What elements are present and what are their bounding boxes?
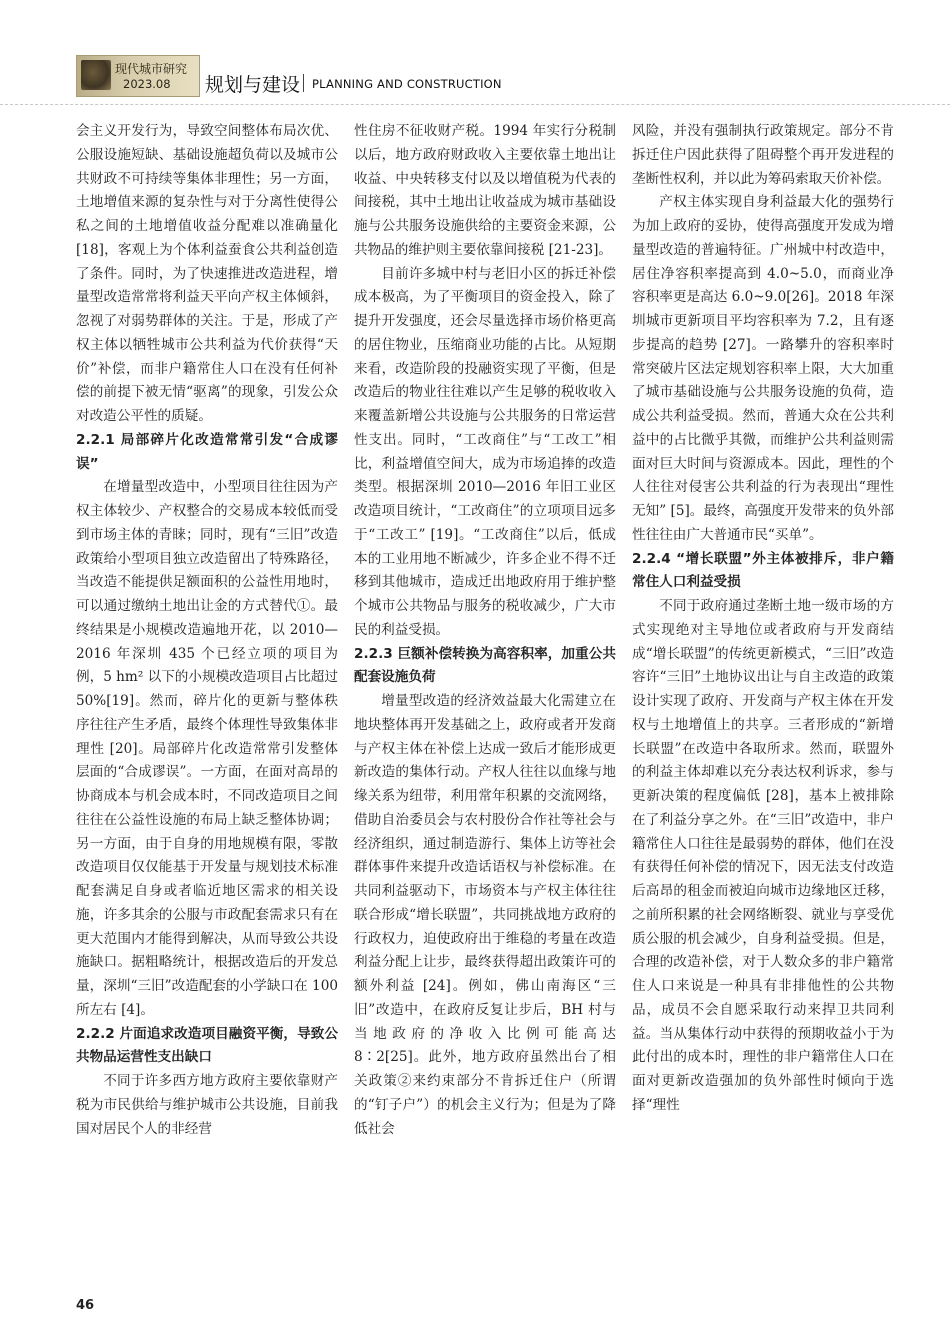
journal-name: 现代城市研究	[115, 62, 188, 76]
header-rule	[0, 104, 950, 105]
text-column-3	[632, 120, 894, 1118]
journal-emblem-icon	[81, 60, 111, 90]
body-paragraph: 产权主体实现自身利益最大化的强势行为加上政府的妥协，使得高强度开发成为增量型改造的普遍特征。广州城中村改造中，居住净容积率提高到 4.0~5.0，而商业净容积率更是高达 6.0~9.0[26]。2018 年深圳城市更新项目平均容积率为 7.2，且有逐步提高的趋势 [27]。一路攀升的容积率时常突破片区法定规划容积率上限，大大加重了城市基础设施与公共服务设施的负荷，造成公共利益受损。然而，普通大众在公共利益中的占比微乎其微，而维护公共利益则需面对巨大时间与资源成本。因此，理性的个人往往对侵害公共利益的行为表现出“理性无知” [5]。最终，高强度开发带来的负外部性往往由广大普通市民“买单”。	[632, 194, 894, 543]
text-column-1	[76, 120, 338, 1141]
journal-badge	[76, 55, 200, 97]
body-paragraph: 目前许多城中村与老旧小区的拆迁补偿成本极高，为了平衡项目的资金投入，除了提升开发强度，还会尽量选择市场价格更高的居住物业，压缩商业功能的占比。从短期来看，改造阶段的投融资实现了平衡，但是改造后的物业往往难以产生足够的税收收入来覆盖新增公共设施与公共服务的日常运营性支出。同时，“工改商住”与“工改工”相比，利益增值空间大，成为市场追捧的改造类型。根据深圳 2010—2016 年旧工业区改造项目统计，“工改商住”的立项项目远多于“工改工” [19]。“工改商住”以后，低成本的工业用地不断减少，许多企业不得不迁移到其他城市，造成迁出地政府用于维护整个城市公共物品与服务的税收减少，广大市民的利益受损。	[354, 265, 616, 638]
body-paragraph: 不同于政府通过垄断土地一级市场的方式实现绝对主导地位或者政府与开发商结成“增长联盟”的传统更新模式，“三旧”改造容许“三旧”土地协议出让与自主改造的政策设计实现了政府、开发商与产权主体在开发权与土地增值上的共享。三者形成的“新增长联盟”在改造中各取所求。然而，联盟外的利益主体却难以充分表达权利诉求，参与更新决策的程度偏低 [28]，基本上被排除在了利益分享之外。在“三旧”改造中，非户籍常住人口往往是最弱势的群体，他们在没有获得任何补偿的情况下，因无法支付改造后高昂的租金而被迫向城市边缘地区迁移，之前所积累的社会网络断裂、就业与享受优质公服的机会减少，自身利益受损。但是，合理的改造补偿，对于人数众多的非户籍常住人口来说是一种具有非排他性的公共物品，成员不会自愿采取行动来捍卫共同利益。当从集体行动中获得的预期收益小于为此付出的成本时，理性的非户籍常住人口在面对更新改造强加的负外部性时倾向于选择“理性	[632, 598, 894, 1113]
body-paragraph: 增量型改造的经济效益最大化需建立在地块整体再开发基础之上，政府或者开发商与产权主体在补偿上达成一致后才能形成更新改造的集体行动。产权人往往以血缘与地缘关系为纽带，利用常年积累的交流网络，借助自治委员会与农村股份合作社等社会与经济组织，通过制造游行、集体上访等社会群体事件来提升改造话语权与补偿标准。在共同利益驱动下，市场资本与产权主体往往联合形成“增长联盟”，共同挑战地方政府的行政权力，迫使政府出于维稳的考量在改造利益分配上让步，最终获得超出政策许可的额外利益 [24]。例如，佛山南海区“三旧”改造中，在政府反复让步后，BH 村与当地政府的净收入比例可能高达 8∶2[25]。此外，地方政府虽然出台了相关政策②来约束部分不肯拆迁住户（所谓的“钉子户”）的机会主义行为；但是为了降低社会	[354, 693, 616, 1137]
section-heading: 2.2.2 片面追求改造项目融资平衡，导致公共物品运营性支出缺口	[76, 1025, 338, 1066]
page-header	[0, 0, 950, 104]
section-heading: 2.2.1 局部碎片化改造常常引发“合成谬误”	[76, 431, 338, 472]
section-title-en: PLANNING AND CONSTRUCTION	[312, 77, 502, 91]
body-paragraph: 会主义开发行为，导致空间整体布局次优、公服设施短缺、基础设施超负荷以及城市公共财政不可持续等集体非理性；另一方面，土地增值来源的复杂性与对于分离性使得公私之间的土地增值收益分配难以准确量化 [18]，客观上为个体利益蚕食公共利益创造了条件。同时，为了快速推进改造进程，增量型改造常常将利益天平向产权主体倾斜，忽视了对弱势群体的关注。于是，形成了产权主体以牺牲城市公共利益为代价获得“天价”补偿，而非户籍常住人口在没有任何补偿的前提下被无情“驱离”的现象，引发公众对改造公平性的质疑。	[76, 123, 338, 424]
body-paragraph: 风险，并没有强制执行政策规定。部分不肯拆迁住户因此获得了阻碍整个再开发进程的垄断性权利，并以此为筹码索取天价补偿。	[632, 123, 894, 187]
body-paragraph: 性住房不征收财产税。1994 年实行分税制以后，地方政府财政收入主要依靠土地出让收益、中央转移支付以及以增值税为代表的间接税，其中土地出让收益成为城市基础设施与公共服务设施供给的主要资金来源，公共物品的维护则主要依靠间接税 [21-23]。	[354, 123, 616, 258]
section-title-cn: 规划与建设	[205, 74, 301, 96]
section-divider	[303, 74, 304, 92]
text-column-2	[354, 120, 616, 1141]
journal-issue: 2023.08	[123, 77, 171, 91]
page-number: 46	[76, 1298, 95, 1313]
body-paragraph: 在增量型改造中，小型项目往往因为产权主体较少、产权整合的交易成本较低而受到市场主体的青睐；同时，现有“三旧”改造政策给小型项目独立改造留出了特殊路径，当改造不能提供足额面积的公益性用地时，可以通过缴纳土地出让金的方式替代①。最终结果是小规模改造遍地开花，以 2010—2016 年深圳 435 个已经立项的项目为例，5 hm² 以下的小规模改造项目占比超过 50%[19]。然而，碎片化的更新与整体秩序往往产生矛盾，最终个体理性导致集体非理性 [20]。局部碎片化改造常常引发整体层面的“合成谬误”。一方面，在面对高昂的协商成本与机会成本时，不同改造项目之间往往在公益性设施的布局上缺乏整体协调；另一方面，由于自身的用地规模有限，零散改造项目仅仅能基于开发量与规划技术标准配套满足自身或者临近地区需求的相关设施，许多其余的公服与市政配套需求只有在更大范围内才能得到解决，从而导致公共设施缺口。据粗略统计，根据改造后的开发总量，深圳“三旧”改造配套的小学缺口在 100 所左右 [4]。	[76, 479, 338, 1018]
body-paragraph: 不同于许多西方地方政府主要依靠财产税为市民供给与维护城市公共设施，目前我国对居民个人的非经营	[76, 1073, 338, 1137]
section-heading: 2.2.3 巨额补偿转换为高容积率，加重公共配套设施负荷	[354, 645, 616, 686]
section-heading: 2.2.4 “增长联盟”外主体被排斥，非户籍常住人口利益受损	[632, 550, 894, 591]
